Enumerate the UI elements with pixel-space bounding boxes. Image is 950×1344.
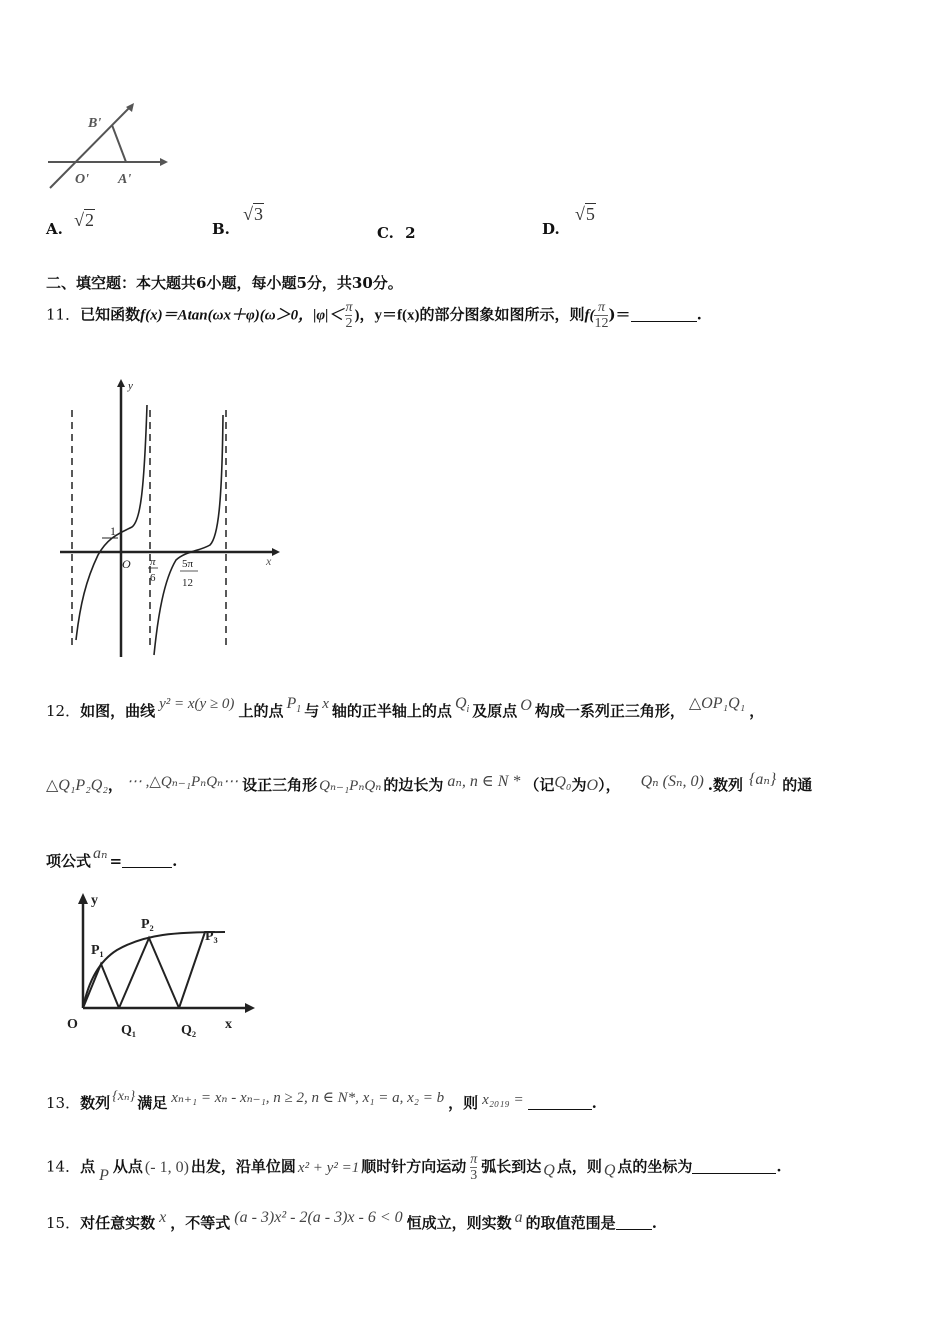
answer-blank[interactable] <box>631 309 697 322</box>
q15-text: 的取值范围是 <box>525 1214 616 1232</box>
period: . <box>696 305 702 324</box>
question-11 <box>46 300 702 331</box>
o-symbol: O <box>520 697 532 714</box>
triangle-1: △OP₁Q₁ <box>688 695 746 712</box>
q12-text: 上的点 <box>238 702 284 720</box>
question-12-line1 <box>46 695 765 723</box>
o-symbol: O <box>586 777 599 794</box>
question-15 <box>46 1209 657 1233</box>
q12-text: 为 <box>571 776 587 794</box>
label-b-prime: B' <box>88 116 102 131</box>
q12-text: 的通 <box>782 776 813 794</box>
x2019-symbol: x₂₀₁₉ = <box>482 1092 524 1108</box>
x-axis-label: x <box>266 554 272 568</box>
sqrt-value: √2 <box>74 210 94 230</box>
twelve-label: 12 <box>182 577 193 589</box>
label-o-prime: O' <box>75 172 89 187</box>
question-12-line2 <box>46 771 813 795</box>
triangle-n-name: Qₙ₋₁PₙQₙ <box>319 778 382 794</box>
q12-text: 构成一系列正三角形， <box>534 702 685 720</box>
unit-circle: x² + y² =1 <box>297 1159 360 1176</box>
q14-text: 从点 <box>112 1157 143 1176</box>
period: . <box>776 1157 782 1176</box>
answer-blank[interactable] <box>122 855 172 868</box>
curve-equation: y² = x(y ≥ 0) <box>159 696 235 712</box>
question-14 <box>46 1152 782 1183</box>
recurrence-relation: xₙ₊₁ = xₙ - xₙ₋₁, n ≥ 2, n ∈ N*, x₁ = a, x₂ = b <box>171 1090 445 1106</box>
q14-text: 出发，沿单位圆 <box>190 1157 296 1176</box>
pi-over-12: $\frac{\pi}{12}$ <box>594 300 609 331</box>
q12-text: 及原点 <box>472 702 518 720</box>
choice-letter: D. <box>542 220 560 238</box>
x-symbol: x <box>322 696 329 712</box>
x-axis-label: x <box>225 1017 232 1032</box>
q11-text3: )＝ <box>608 305 631 324</box>
five-pi-label: 5π <box>182 558 194 570</box>
question-13 <box>46 1089 597 1113</box>
answer-blank[interactable] <box>692 1161 776 1174</box>
p1-symbol: $P_1$ <box>286 695 302 715</box>
q13-text: ，则 <box>448 1094 479 1112</box>
triangle-n: ⋯ ,△Qₙ₋₁PₙQₙ⋯ <box>126 774 239 790</box>
question-number: 11． <box>46 305 81 324</box>
p3-label: P₃ <box>205 929 218 944</box>
q14-text: 点 <box>80 1157 96 1176</box>
qn-coordinate: Qₙ (Sₙ, 0) <box>640 773 704 790</box>
q15-text: 对任意实数 <box>80 1214 156 1232</box>
q12-text: 与 <box>304 702 320 720</box>
q-symbol: Q <box>543 1161 555 1179</box>
question-number: 14． <box>46 1157 81 1176</box>
q12-figure <box>55 888 265 1048</box>
y-axis-label: y <box>128 380 133 392</box>
p2-label: P₂ <box>141 917 154 932</box>
triangle-2: △Q₁P₂Q₂ <box>46 777 108 794</box>
period: . <box>651 1214 657 1232</box>
origin-label: O <box>122 557 131 571</box>
q13-text: 数列 <box>80 1094 111 1112</box>
q14-text: 顺时针方向运动 <box>361 1157 467 1176</box>
x-symbol: x <box>159 1209 167 1226</box>
pi-over-3: $\frac{\pi}{3}$ <box>470 1152 478 1183</box>
choice-d[interactable] <box>542 204 595 239</box>
choice-letter: C. <box>377 224 394 242</box>
q12-text: 如图，曲线 <box>80 702 156 720</box>
choice-b[interactable] <box>212 204 264 239</box>
q11-f: f( <box>584 307 595 324</box>
period: . <box>172 852 178 870</box>
choice-a[interactable] <box>46 210 94 239</box>
inequality: (a - 3)x² - 2(a - 3)x - 6 < 0 <box>234 1209 403 1226</box>
a-symbol: a <box>514 1209 523 1226</box>
pi-label: π <box>150 556 156 568</box>
q12-text: .数列 <box>707 776 744 794</box>
sequence-an: {aₙ} <box>749 771 777 788</box>
an-symbol: aₙ <box>93 845 108 862</box>
an-condition: aₙ, n ∈ N * <box>447 773 521 790</box>
q14-text: 弧长到达 <box>481 1157 542 1176</box>
q12-text: ）， <box>598 776 621 794</box>
choice-letter: A. <box>46 220 63 238</box>
answer-blank[interactable] <box>528 1097 592 1110</box>
q15-text: ，不等式 <box>170 1214 231 1232</box>
q14-text: 点的坐标为 <box>617 1157 693 1176</box>
question-12-line3 <box>46 845 178 871</box>
question-number: 15． <box>46 1214 81 1232</box>
origin-label: O <box>67 1017 78 1032</box>
choice-letter: B. <box>212 220 230 238</box>
six-label: 6 <box>150 572 156 584</box>
one-label: 1 <box>110 524 116 538</box>
choice-c[interactable] <box>377 224 416 242</box>
label-a-prime: A' <box>118 172 132 187</box>
question-number: 12． <box>46 702 81 720</box>
q12-text: 的边长为 <box>383 776 444 794</box>
comma: ， <box>107 776 123 794</box>
q14-text: 点，则 <box>556 1157 602 1176</box>
q12-text: 项公式 <box>46 852 92 870</box>
pi-over-2: $\frac{\pi}{2}$ <box>345 300 353 331</box>
q12-text: 轴的正半轴上的点 <box>331 702 452 720</box>
q12-text: 设正三角形 <box>242 776 318 794</box>
p-symbol: P <box>99 1166 109 1184</box>
q15-text: 恒成立，则实数 <box>406 1214 512 1232</box>
start-point: (- 1, 0) <box>144 1158 189 1176</box>
q2-label: Q₂ <box>181 1023 197 1038</box>
equals: = <box>109 852 123 870</box>
sequence-xn: {xₙ} <box>112 1089 136 1104</box>
q11-text2: )，y＝f(x)的部分图象如图所示，则 <box>354 307 585 324</box>
q12-text: （记 <box>524 776 555 794</box>
q11-graph <box>40 375 290 665</box>
q13-text: 满足 <box>137 1094 168 1112</box>
answer-blank[interactable] <box>616 1217 652 1230</box>
q-symbol: Q <box>603 1161 616 1179</box>
sqrt-value: √3 <box>243 204 264 224</box>
q11-function: f(x)＝Atan(ωx＋φ)(ω＞0，|φ|＜ <box>140 307 344 324</box>
sqrt-value: √5 <box>574 204 595 224</box>
choice-value: 2 <box>405 224 416 242</box>
comma: ， <box>749 702 765 720</box>
qi-symbol: $Q_i$ <box>454 695 470 715</box>
q1-label: Q₁ <box>121 1023 137 1038</box>
y-axis-label: y <box>91 893 98 908</box>
question-number: 13． <box>46 1094 81 1112</box>
top-figure <box>40 95 170 195</box>
q0-symbol: Q₀ <box>554 774 572 791</box>
section-heading: 二、填空题：本大题共6小题，每小题5分，共30分。 <box>46 274 403 292</box>
q11-text: 已知函数 <box>80 305 141 324</box>
p1-label: P₁ <box>91 943 104 958</box>
period: . <box>591 1094 597 1112</box>
